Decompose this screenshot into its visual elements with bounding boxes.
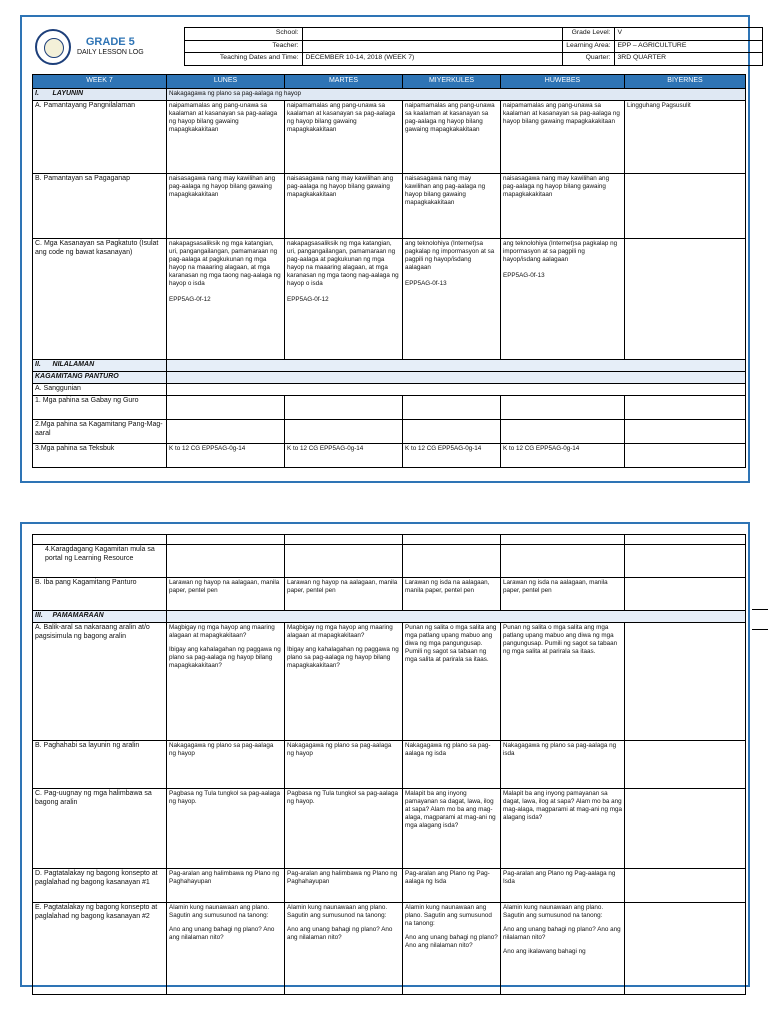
quarter-label: Quarter: (562, 53, 614, 66)
margin-line (752, 629, 768, 630)
layunin-row (33, 88, 746, 100)
dates-value: DECEMBER 10-14, 2018 (WEEK 7) (302, 53, 562, 66)
cell-miyerkules: Punan ng salita o mga salita ang mga patlang upang mabuo ang diwa ng mga pangungusap. Pumili ng sagot sa tabaan ng mga salita at parirala sa itaas. (403, 622, 501, 740)
cell-miyerkules: naisasagawa nang may kawilihan ang pag-aalaga ng hayop bilang gawaing mapagkakakitaan (403, 173, 501, 238)
cell-huwebes: Alamin kung naunawaan ang plano. Sagutin ang sumusunod na tanong: Ano ang unang bahagi ng plano? Ano ang nilalaman nito? Ano ang ikalawang bahagi ng (501, 902, 625, 994)
cell-biyernes: Lingguhang Pagsusulit (625, 100, 746, 173)
nilalaman-label: II. NILALAMAN (33, 359, 167, 371)
blank-row (33, 535, 746, 545)
cell-lunes: Pag-aralan ang halimbawa ng Plano ng Paghahayupan (167, 868, 285, 902)
deped-seal-icon (35, 29, 71, 65)
teacher-label: Teacher: (184, 40, 302, 53)
cell-martes: Alamin kung naunawaan ang plano. Sagutin ang sumusunod na tanong: Ano ang unang bahagi ng plano? Ano ang nilalaman nito? (285, 902, 403, 994)
cell-miyerkules: Alamin kung naunawaan ang plano. Sagutin ang sumusunod na tanong: Ano ang unang bahagi ng plano? Ano ang nilalaman nito? (403, 902, 501, 994)
cell-huwebes: naipamamalas ang pang-unawa sa kaalaman at kasanayan sa pag-aalaga ng hayop bilang gawaing mapagkakakitaan (501, 100, 625, 173)
quarter-value: 3RD QUARTER (614, 53, 762, 66)
col-huwebes: HUWEBES (501, 75, 625, 89)
cell-huwebes: Larawan ng isda na aalagaan, manila paper, pentel pen (501, 578, 625, 611)
header-table (32, 27, 763, 66)
pagtalakay-1-row (33, 868, 746, 902)
cell-biyernes (625, 238, 746, 359)
competency-code: EPP5AG-0f-13 (503, 272, 545, 280)
cell-lunes: nakapagsasaliksik ng mga katangian, uri, pangangailangan, pamamaraan ng pag-aalaga at pagkukunan ng mga hayop na maaaring alagaan, at mga karanasan ng mga taong nag-aalaga ng hayop o isda EPP5AG-0f-12 (167, 238, 285, 359)
cell-biyernes (625, 173, 746, 238)
header-brand (32, 28, 184, 66)
col-lunes: LUNES (167, 75, 285, 89)
kagamitan-label: KAGAMITANG PANTURO (33, 371, 167, 383)
pagtalakay-2-row (33, 902, 746, 994)
balik-aral-row (33, 622, 746, 740)
layunin-text: Nakagagawa ng plano sa pag-aalaga ng hayop (167, 88, 746, 100)
margin-line (752, 609, 768, 610)
cell-huwebes: ang teknolohiya (Internet)sa pagkalap ng impormasyon at sa pagpili ng hayop/isdang aalagaan EPP5AG-0f-13 (501, 238, 625, 359)
cell-huwebes: Malapit ba ang inyong pamayanan sa dagat, lawa, ilog at sapa? Alam mo ba ang mag-alaga, magparami at mag-ani ng mga alagang isda? (501, 788, 625, 868)
cell-biyernes (625, 740, 746, 788)
cell-martes: Larawan ng hayop na aalagaan, manila paper, pentel pen (285, 578, 403, 611)
lesson-log-page-1 (20, 15, 750, 483)
cell-lunes: Pagbasa ng Tula tungkol sa pag-aalaga ng hayop. (167, 788, 285, 868)
cell-martes: nakapagsasaliksik ng mga katangian, uri, pangangailangan, pamamaraan ng pag-aalaga at pagkukunan ng mga hayop na maaaring alagaan, at mga karanasan ng mga taong nag-aalaga ng hayop o isda EPP5AG-0f-12 (285, 238, 403, 359)
cell-huwebes: Pag-aralan ang Plano ng Pag-aalaga ng Isda (501, 868, 625, 902)
paghahabi-row (33, 740, 746, 788)
cell-martes: Magbigay ng mga hayop ang maaring alagaan at mapagkakitaan? Ibigay ang kahalagahan ng paggawa ng plano sa pag-aalaga ng hayop bilang mapagkakakitaan? (285, 622, 403, 740)
lesson-table-1 (32, 74, 746, 468)
cell-biyernes (625, 443, 746, 467)
lesson-table-2 (32, 534, 746, 995)
karagdagang-row (33, 545, 746, 578)
cell-miyerkules: K to 12 CG EPP5AG-0g-14 (403, 443, 501, 467)
cell-lunes: Nakagagawa ng plano sa pag-aalaga ng hayop (167, 740, 285, 788)
grade-title: GRADE 5 (85, 35, 135, 48)
col-biyernes: BIYERNES (625, 75, 746, 89)
pag-uugnay-row (33, 788, 746, 868)
pamamaraan-label: III. PAMAMARAAN (33, 611, 167, 623)
row-label: 4.Karagdagang Kagamitan mula sa portal ng Learning Resource (33, 545, 167, 578)
learning-area-label: Learning Area: (562, 40, 614, 53)
sanggunian-row (33, 383, 746, 395)
school-value (302, 28, 562, 41)
competency-code: EPP5AG-0f-12 (169, 296, 211, 304)
cell-miyerkules: Pag-aralan ang Plano ng Pag-aalaga ng Isda (403, 868, 501, 902)
cell-lunes: naisasagawa nang may kawilihan ang pag-aalaga ng hayop bilang gawaing mapagkakakitaan (167, 173, 285, 238)
column-header-row (33, 75, 746, 89)
row-label: C. Pag-uugnay ng mga halimbawa sa bagong aralin (33, 788, 167, 868)
learning-area-value: EPP – AGRICULTURE (614, 40, 762, 53)
cell-huwebes: K to 12 CG EPP5AG-0g-14 (501, 443, 625, 467)
cell-miyerkules: Nakagagawa ng plano sa pag-aalaga ng isda (403, 740, 501, 788)
cell-lunes: Magbigay ng mga hayop ang maaring alagaan at mapagkakitaan? Ibigay ang kahalagahan ng paggawa ng plano sa pag-aalaga ng hayop bilang mapagkakakitaan? (167, 622, 285, 740)
row-label: E. Pagtatalakay ng bagong konsepto at paglalahad ng bagong kasanayan #2 (33, 902, 167, 994)
cell-huwebes: Nakagagawa ng plano sa pag-aalaga ng isda (501, 740, 625, 788)
row-label: 3.Mga pahina sa Teksbuk (33, 443, 167, 467)
cell-martes: naipamamalas ang pang-unawa sa kaalaman at kasanayan sa pag-aalaga ng hayop bilang gawaing mapagkakakitaan (285, 100, 403, 173)
row-label: B. Iba pang Kagamitang Panturo (33, 578, 167, 611)
nilalaman-row (33, 359, 746, 371)
col-week: WEEK 7 (33, 75, 167, 89)
cell-martes: K to 12 CG EPP5AG-0g-14 (285, 443, 403, 467)
row-label: B. Pamantayan sa Pagaganap (33, 173, 167, 238)
cell-biyernes (625, 578, 746, 611)
col-martes: MARTES (285, 75, 403, 89)
kasanayan-row (33, 238, 746, 359)
competency-code: EPP5AG-0f-13 (405, 280, 447, 288)
cell-lunes: Alamin kung naunawaan ang plano. Sagutin ang sumusunod na tanong: Ano ang unang bahagi ng plano? Ano ang nilalaman nito? (167, 902, 285, 994)
cell-biyernes (625, 868, 746, 902)
log-title: DAILY LESSON LOG (77, 49, 144, 57)
lesson-log-page-2 (20, 522, 750, 987)
grade-level-label: Grade Level: (562, 28, 614, 41)
row-label: A. Balik-aral sa nakaraang aralin at/o pagsisimula ng bagong aralin (33, 622, 167, 740)
cell-lunes: naipamamalas ang pang-unawa sa kaalaman at kasanayan sa pag-aalaga ng hayop bilang gawaing mapagkakakitaan (167, 100, 285, 173)
competency-code: EPP5AG-0f-12 (287, 296, 329, 304)
teacher-value (302, 40, 562, 53)
cell-huwebes: naisasagawa nang may kawilihan ang pag-aalaga ng hayop bilang gawaing mapagkakakitaan (501, 173, 625, 238)
iba-pang-row (33, 578, 746, 611)
row-label: 2.Mga pahina sa Kagamitang Pang-Mag-aaral (33, 419, 167, 443)
cell-lunes: Larawan ng hayop na aalagaan, manila paper, pentel pen (167, 578, 285, 611)
cell-martes: naisasagawa nang may kawilihan ang pag-aalaga ng hayop bilang gawaing mapagkakakitaan (285, 173, 403, 238)
row-label: A. Sanggunian (33, 383, 167, 395)
school-label: School: (184, 28, 302, 41)
grade-level-value: V (614, 28, 762, 41)
cell-miyerkules: naipamamalas ang pang-unawa sa kaalaman at kasanayan sa pag-aalaga ng hayop bilang gawaing mapagkakakitaan (403, 100, 501, 173)
cell-martes: Pag-aralan ang halimbawa ng Plano ng Paghahayupan (285, 868, 403, 902)
row-label: 1. Mga pahina sa Gabay ng Guro (33, 395, 167, 419)
row-label: A. Pamantayang Pangnilalaman (33, 100, 167, 173)
cell-martes: Nakagagawa ng plano sa pag-aalaga ng hayop (285, 740, 403, 788)
cell-miyerkules: ang teknolohiya (Internet)sa pagkalap ng impormasyon at sa pagpili ng hayop/isdang aalagaan EPP5AG-0f-13 (403, 238, 501, 359)
pamamaraan-row (33, 611, 746, 623)
dates-label: Teaching Dates and Time: (184, 53, 302, 66)
kagamitang-mag-aaral-row (33, 419, 746, 443)
row-label: B. Paghahabi sa layunin ng aralin (33, 740, 167, 788)
cell-biyernes (625, 622, 746, 740)
cell-miyerkules: Larawan ng isda na aalagaan, manila paper, pentel pen (403, 578, 501, 611)
teksbuk-row (33, 443, 746, 467)
row-label: C. Mga Kasanayan sa Pagkatuto (Isulat ang code ng bawat kasanayan) (33, 238, 167, 359)
cell-miyerkules: Malapit ba ang inyong pamayanan sa dagat, lawa, ilog at sapa? Alam mo ba ang mag-alaga, magparami at mag-ani ng mga alagang isda? (403, 788, 501, 868)
cell-lunes: K to 12 CG EPP5AG-0g-14 (167, 443, 285, 467)
kagamitan-row (33, 371, 746, 383)
gabay-row (33, 395, 746, 419)
cell-martes: Pagbasa ng Tula tungkol sa pag-aalaga ng hayop. (285, 788, 403, 868)
col-miyerkules: MIYERKULES (403, 75, 501, 89)
row-label: D. Pagtatalakay ng bagong konsepto at paglalahad ng bagong kasanayan #1 (33, 868, 167, 902)
pamantayan-sa-pagaganap-row (33, 173, 746, 238)
cell-biyernes (625, 902, 746, 994)
layunin-label: I. LAYUNIN (33, 88, 167, 100)
cell-huwebes: Punan ng salita o mga salita ang mga patlang upang mabuo ang diwa ng mga pangungusap. Pumili ng sagot sa tabaan ng mga salita at parirala sa itaas. (501, 622, 625, 740)
pamantayang-pangnilalaman-row (33, 100, 746, 173)
cell-biyernes (625, 788, 746, 868)
